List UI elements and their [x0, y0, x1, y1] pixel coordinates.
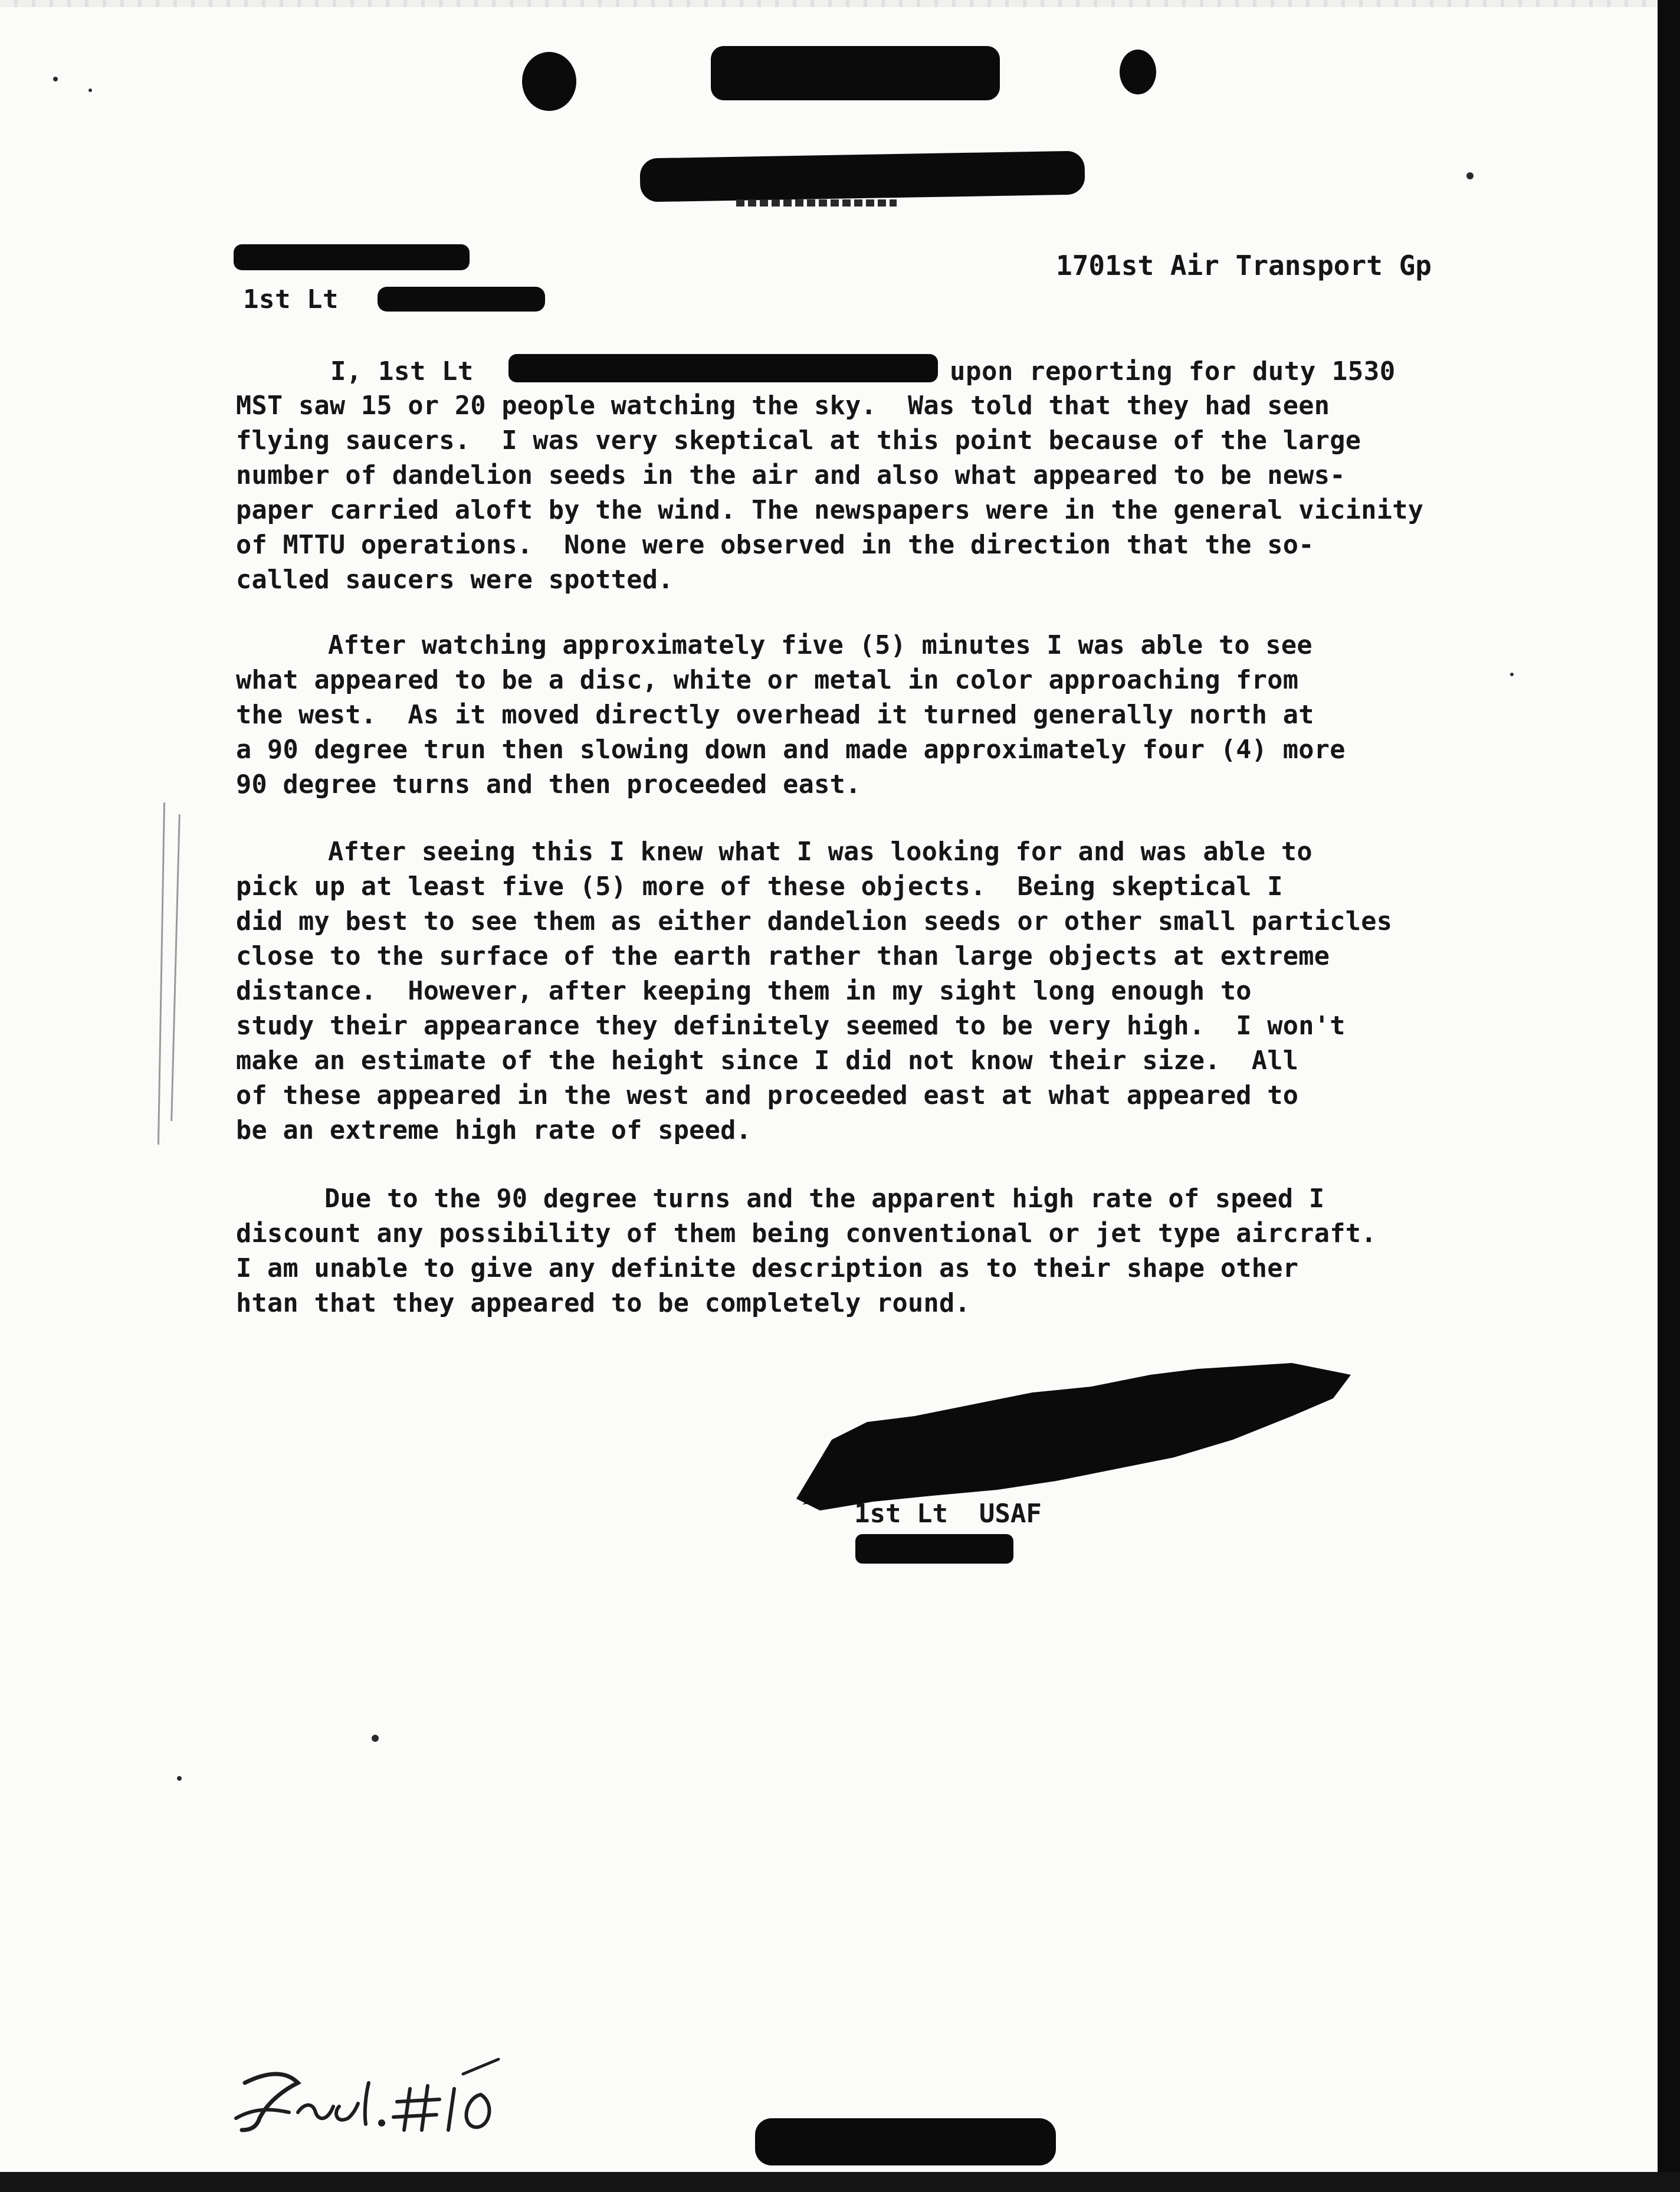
para1-line6: of MTTU operations. None were observed in the direction that the so- [236, 530, 1314, 560]
para4-line4: htan that they appeared to be completely round. [236, 1289, 970, 1318]
para2-line1: After watching approximately five (5) minutes I was able to see [328, 631, 1312, 660]
speck [88, 89, 92, 92]
para1-line4: number of dandelion seeds in the air and also what appeared to be news- [236, 461, 1346, 490]
redaction-blot-right [1120, 50, 1156, 94]
para1-line1-tail: upon reporting for duty 1530 [950, 356, 1396, 386]
redaction-classification [711, 46, 1000, 100]
para1-line1-lead: I, 1st Lt [330, 356, 474, 386]
para3-line9: be an extreme high rate of speed. [236, 1116, 752, 1145]
para3-line8: of these appeared in the west and proceeded east at what appeared to [236, 1081, 1299, 1110]
speck [177, 1776, 182, 1781]
para2-line2: what appeared to be a disc, white or metal in color approaching from [236, 666, 1299, 695]
para3-line4: close to the surface of the earth rather than large objects at extreme [236, 942, 1330, 971]
redaction-rank-name [378, 287, 545, 312]
film-edge-bottom [0, 2172, 1680, 2192]
speck [1510, 673, 1514, 676]
para3-line2: pick up at least five (5) more of these objects. Being skeptical I [236, 872, 1283, 902]
para3-line3: did my best to see them as either dandelion seeds or other small particles [236, 907, 1393, 936]
redaction-blot-left [522, 52, 576, 111]
para4-line2: discount any possibility of them being conventional or jet type aircraft. [236, 1219, 1377, 1249]
film-edge-top [0, 0, 1680, 7]
speck [53, 77, 58, 81]
rank-line: 1st Lt [243, 284, 339, 314]
para4-line1: Due to the 90 degree turns and the apparent high rate of speed I [324, 1184, 1325, 1214]
margin-mark-1 [158, 802, 165, 1145]
para3-line6: study their appearance they definitely seemed to be very high. I won't [236, 1011, 1346, 1041]
redaction-bottom-stamp [755, 2118, 1056, 2165]
para3-line7: make an estimate of the height since I did not know their size. All [236, 1046, 1299, 1076]
speck [1466, 172, 1474, 179]
para1-line3: flying saucers. I was very skeptical at this point because of the large [236, 426, 1361, 456]
speck [372, 1735, 379, 1742]
para2-line3: the west. As it moved directly overhead it turned generally north at [236, 700, 1314, 730]
para1-line7: called saucers were spotted. [236, 565, 674, 595]
para2-line4: a 90 degree trun then slowing down and made approximately four (4) more [236, 735, 1346, 765]
statement-title-underline [736, 199, 897, 207]
para1-line5: paper carried aloft by the wind. The newspapers were in the general vicinity [236, 496, 1424, 525]
para3-line1: After seeing this I knew what I was looking for and was able to [328, 837, 1312, 867]
para3-line5: distance. However, after keeping them in my sight long enough to [236, 977, 1252, 1006]
film-edge-right [1658, 0, 1680, 2192]
handwritten-inclosure-note [233, 2047, 563, 2148]
signature-rank: 1st Lt USAF [854, 1499, 1042, 1529]
redaction-statement-title [639, 150, 1085, 202]
redaction-name-header [234, 244, 470, 270]
margin-mark-2 [170, 814, 181, 1121]
para2-line5: 90 degree turns and then proceeded east. [236, 770, 861, 800]
redaction-signature [785, 1351, 1374, 1522]
unit-name: 1701st Air Transport Gp [1056, 250, 1432, 281]
redaction-officer-name [508, 354, 938, 382]
redaction-serial-number [855, 1534, 1013, 1564]
para1-line2: MST saw 15 or 20 people watching the sky. Was told that they had seen [236, 391, 1330, 421]
para4-line3: I am unable to give any definite description as to their shape other [236, 1254, 1299, 1283]
